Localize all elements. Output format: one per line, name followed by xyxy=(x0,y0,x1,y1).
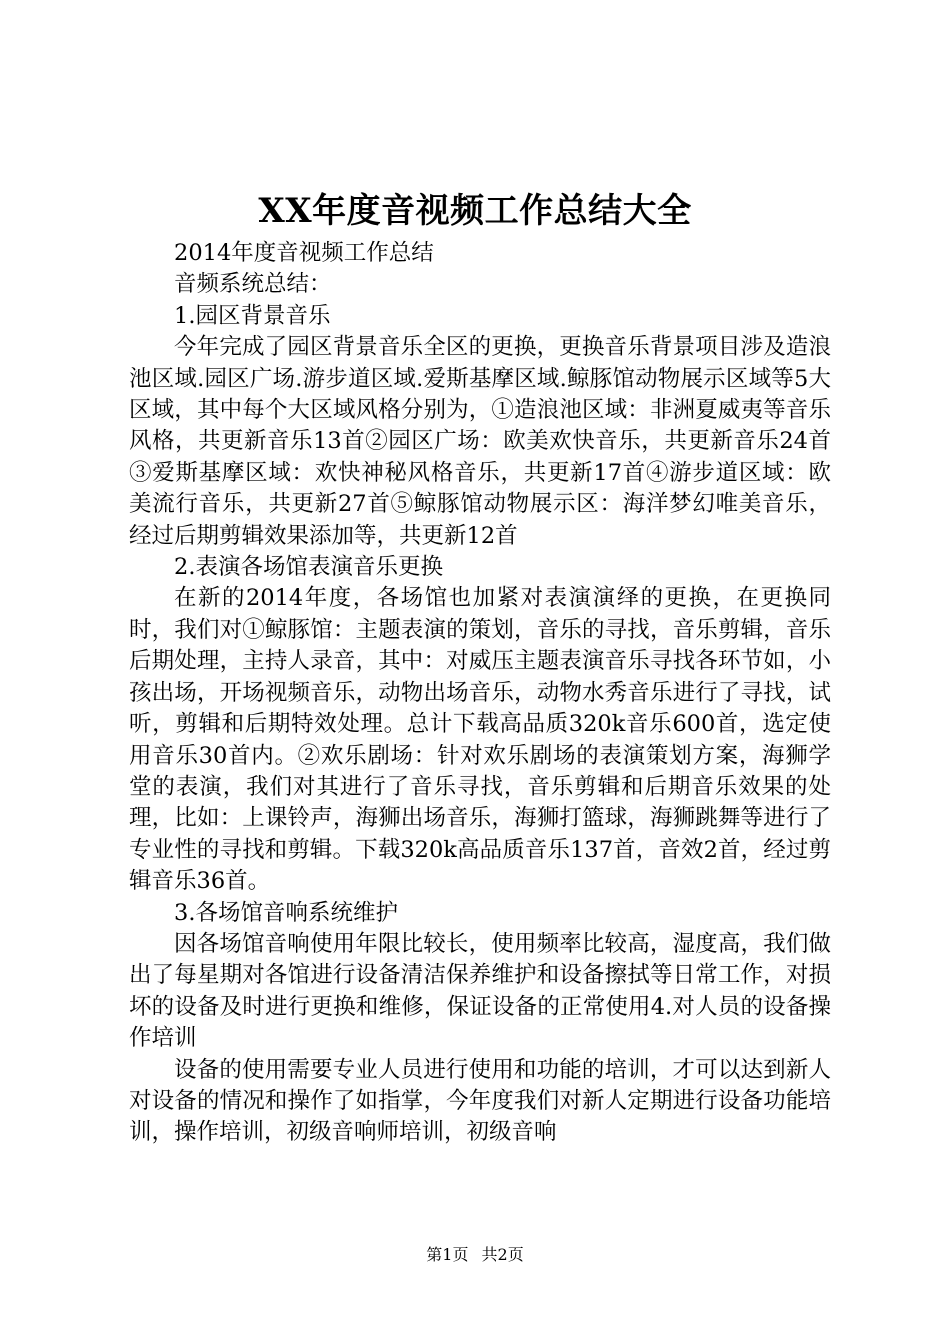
body-paragraph: 在新的2014年度，各场馆也加紧对表演演绎的更换，在更换同时，我们对①鲸豚馆：主题表演的策划，音乐的寻找，音乐剪辑，音乐后期处理，主持人录音，其中：对威压主题表演音乐寻找各环节如，小孩出场，开场视频音乐，动物出场音乐，动物水秀音乐进行了寻找，试听，剪辑和后期特效处理。总计下载高品质320k音乐600首，选定使用音乐30首内。②欢乐剧场：针对欢乐剧场的表演策划方案，海狮学堂的表演，我们对其进行了音乐寻找，音乐剪辑和后期音乐效果的处理，比如：上课铃声，海狮出场音乐，海狮打篮球，海狮跳舞等进行了专业性的寻找和剪辑。下载320k高品质音乐137首，音效2首，经过剪辑音乐36首。 xyxy=(129,585,831,895)
item-heading: 3.各场馆音响系统维护 xyxy=(174,899,398,926)
page-number: 第1页 xyxy=(426,1245,469,1264)
item-heading: 2.表演各场馆表演音乐更换 xyxy=(174,554,443,581)
subsection-heading: 音频系统总结： xyxy=(174,271,332,298)
body-paragraph: 因各场馆音响使用年限比较长，使用频率比较高，湿度高，我们做出了每星期对各馆进行设备清洁保养维护和设备擦拭等日常工作，对损坏的设备及时进行更换和维修，保证设备的正常使用4.对人员的设备操作培训 xyxy=(129,930,831,1052)
page-footer xyxy=(0,1243,950,1267)
section-heading: 2014年度音视频工作总结 xyxy=(174,240,434,266)
page-count: 共2页 xyxy=(481,1245,524,1264)
body-paragraph: 今年完成了园区背景音乐全区的更换，更换音乐背景项目涉及造浪池区域.园区广场.游步道区域.爱斯基摩区域.鲸豚馆动物展示区域等5大区域，其中每个大区域风格分别为，①造浪池区域：非洲夏威夷等音乐风格，共更新音乐13首②园区广场：欧美欢快音乐，共更新音乐24首③爱斯基摩区域：欢快神秘风格音乐，共更新17首④游步道区域：欧美流行音乐，共更新27首⑤鲸豚馆动物展示区：海洋梦幻唯美音乐，经过后期剪辑效果添加等，共更新12首 xyxy=(129,334,831,549)
item-heading: 1.园区背景音乐 xyxy=(174,302,331,329)
body-paragraph: 设备的使用需要专业人员进行使用和功能的培训，才可以达到新人对设备的情况和操作了如指掌，今年度我们对新人定期进行设备功能培训，操作培训，初级音响师培训，初级音响 xyxy=(129,1056,831,1146)
document-title: XX年度音视频工作总结大全 xyxy=(258,191,692,231)
document-body xyxy=(129,238,831,1149)
